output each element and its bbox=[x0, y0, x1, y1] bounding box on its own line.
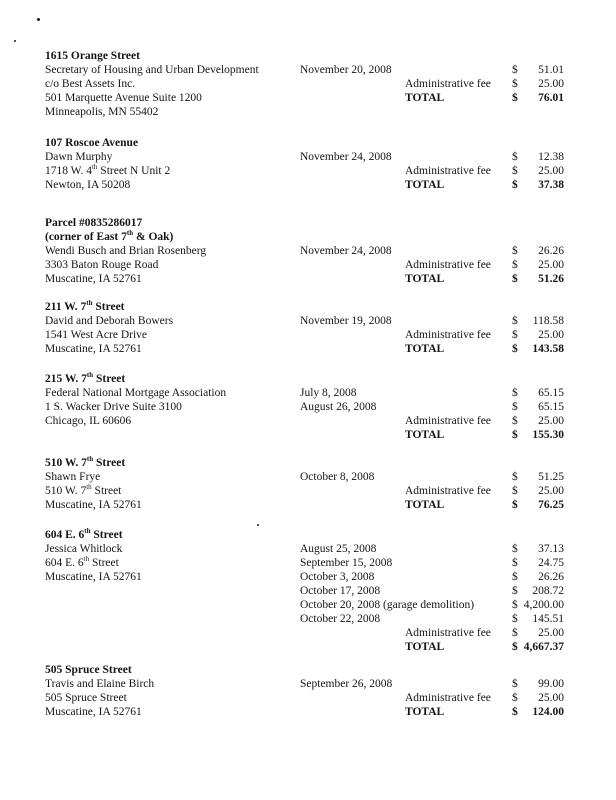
service-date: October 20, 2008 (garage demolition) bbox=[300, 599, 475, 611]
currency-symbol: $ bbox=[512, 273, 518, 285]
currency-symbol: $ bbox=[512, 627, 518, 639]
property-title: Parcel #0835286017 bbox=[45, 217, 143, 229]
fee-amount bbox=[512, 626, 564, 640]
entry-row bbox=[45, 677, 585, 691]
total-label: TOTAL bbox=[405, 179, 445, 191]
owner-address-line: Secretary of Housing and Urban Development bbox=[45, 64, 259, 76]
owner-address-line: Muscatine, IA 52761 bbox=[45, 706, 142, 718]
amount-value: 99.00 bbox=[538, 678, 564, 690]
service-date: July 8, 2008 bbox=[300, 387, 357, 399]
fee-amount bbox=[512, 556, 564, 570]
total-amount bbox=[512, 640, 564, 654]
owner-address-line: 1718 W. 4th Street N Unit 2 bbox=[45, 163, 171, 177]
fee-amount bbox=[512, 244, 564, 258]
property-entry bbox=[45, 300, 585, 356]
fee-amount bbox=[512, 414, 564, 428]
total-label: TOTAL bbox=[405, 499, 445, 511]
scan-speck bbox=[37, 18, 40, 21]
admin-fee-label: Administrative fee bbox=[405, 415, 491, 427]
entry-row bbox=[45, 691, 585, 705]
owner-address-line: 1541 West Acre Drive bbox=[45, 329, 148, 341]
ordinal-superscript: th bbox=[86, 483, 92, 492]
currency-symbol: $ bbox=[512, 641, 518, 653]
currency-symbol: $ bbox=[512, 78, 518, 90]
entry-row bbox=[45, 584, 585, 598]
total-amount bbox=[512, 342, 564, 356]
property-title: 211 W. 7th Street bbox=[45, 299, 125, 313]
amount-value: 118.58 bbox=[532, 315, 564, 327]
currency-symbol: $ bbox=[512, 599, 518, 611]
entry-row bbox=[45, 328, 585, 342]
owner-address-line: Muscatine, IA 52761 bbox=[45, 273, 142, 285]
owner-address-line: Muscatine, IA 52761 bbox=[45, 343, 142, 355]
currency-symbol: $ bbox=[512, 543, 518, 555]
service-date: October 17, 2008 bbox=[300, 585, 381, 597]
owner-address-line: Muscatine, IA 52761 bbox=[45, 571, 142, 583]
currency-symbol: $ bbox=[512, 315, 518, 327]
entry-row bbox=[45, 63, 585, 77]
currency-symbol: $ bbox=[512, 259, 518, 271]
amount-value: 12.38 bbox=[538, 151, 564, 163]
owner-address-line: 510 W. 7th Street bbox=[45, 483, 122, 497]
property-title: (corner of East 7th & Oak) bbox=[45, 229, 174, 243]
owner-address-line: c/o Best Assets Inc. bbox=[45, 78, 136, 90]
fee-amount bbox=[512, 691, 564, 705]
amount-value: 24.75 bbox=[538, 557, 564, 569]
amount-value: 51.26 bbox=[538, 273, 564, 285]
currency-symbol: $ bbox=[512, 179, 518, 191]
total-label: TOTAL bbox=[405, 343, 445, 355]
property-entry bbox=[45, 216, 585, 286]
amount-value: 76.01 bbox=[538, 92, 564, 104]
service-date: September 15, 2008 bbox=[300, 557, 393, 569]
entry-row bbox=[45, 400, 585, 414]
entry-row bbox=[45, 612, 585, 626]
ordinal-superscript: th bbox=[91, 163, 98, 172]
amount-value: 65.15 bbox=[538, 401, 564, 413]
fee-amount bbox=[512, 612, 564, 626]
owner-address-line: 505 Spruce Street bbox=[45, 692, 127, 704]
property-title: 107 Roscoe Avenue bbox=[45, 137, 139, 149]
total-label: TOTAL bbox=[405, 273, 445, 285]
entry-row bbox=[45, 556, 585, 570]
entry-row bbox=[45, 342, 585, 356]
fee-amount bbox=[512, 470, 564, 484]
currency-symbol: $ bbox=[512, 678, 518, 690]
service-date: October 8, 2008 bbox=[300, 471, 375, 483]
fee-amount bbox=[512, 314, 564, 328]
total-amount bbox=[512, 428, 564, 442]
currency-symbol: $ bbox=[512, 613, 518, 625]
total-amount bbox=[512, 91, 564, 105]
owner-address-line: Jessica Whitlock bbox=[45, 543, 123, 555]
currency-symbol: $ bbox=[512, 706, 518, 718]
amount-value: 25.00 bbox=[538, 485, 564, 497]
amount-value: 51.25 bbox=[538, 471, 564, 483]
fee-amount bbox=[512, 584, 564, 598]
amount-value: 208.72 bbox=[532, 585, 564, 597]
amount-value: 25.00 bbox=[538, 692, 564, 704]
total-label: TOTAL bbox=[405, 429, 445, 441]
fee-amount bbox=[512, 328, 564, 342]
amount-value: 124.00 bbox=[532, 706, 564, 718]
amount-value: 25.00 bbox=[538, 78, 564, 90]
entry-row bbox=[45, 484, 585, 498]
entry-row bbox=[45, 105, 585, 119]
owner-address-line: Chicago, IL 60606 bbox=[45, 415, 132, 427]
amount-value: 25.00 bbox=[538, 259, 564, 271]
entry-row bbox=[45, 77, 585, 91]
amount-value: 145.51 bbox=[532, 613, 564, 625]
total-label: TOTAL bbox=[405, 92, 445, 104]
owner-address-line: Muscatine, IA 52761 bbox=[45, 499, 142, 511]
fee-amount bbox=[512, 77, 564, 91]
currency-symbol: $ bbox=[512, 64, 518, 76]
currency-symbol: $ bbox=[512, 387, 518, 399]
fee-amount bbox=[512, 598, 564, 612]
currency-symbol: $ bbox=[512, 329, 518, 341]
amount-value: 25.00 bbox=[538, 165, 564, 177]
currency-symbol: $ bbox=[512, 499, 518, 511]
fee-amount bbox=[512, 542, 564, 556]
admin-fee-label: Administrative fee bbox=[405, 259, 491, 271]
entry-row bbox=[45, 314, 585, 328]
property-entry bbox=[45, 49, 585, 119]
currency-symbol: $ bbox=[512, 571, 518, 583]
currency-symbol: $ bbox=[512, 415, 518, 427]
property-entry bbox=[45, 528, 585, 654]
entry-row bbox=[45, 178, 585, 192]
fee-amount bbox=[512, 63, 564, 77]
amount-value: 37.13 bbox=[538, 543, 564, 555]
property-title: 215 W. 7th Street bbox=[45, 371, 126, 385]
fee-amount bbox=[512, 258, 564, 272]
scan-speck bbox=[257, 524, 259, 526]
property-entry bbox=[45, 456, 585, 512]
amount-value: 155.30 bbox=[532, 429, 564, 441]
entry-row bbox=[45, 164, 585, 178]
service-date: November 24, 2008 bbox=[300, 151, 392, 163]
amount-value: 26.26 bbox=[538, 245, 564, 257]
ordinal-superscript: th bbox=[86, 371, 94, 380]
total-amount bbox=[512, 498, 564, 512]
entry-row bbox=[45, 470, 585, 484]
total-label: TOTAL bbox=[405, 641, 445, 653]
currency-symbol: $ bbox=[512, 165, 518, 177]
service-date: August 25, 2008 bbox=[300, 543, 377, 555]
property-title: 604 E. 6th Street bbox=[45, 527, 123, 541]
property-entry bbox=[45, 136, 585, 192]
service-date: November 19, 2008 bbox=[300, 315, 392, 327]
currency-symbol: $ bbox=[512, 585, 518, 597]
admin-fee-label: Administrative fee bbox=[405, 329, 491, 341]
ordinal-superscript: th bbox=[84, 527, 91, 536]
entry-row bbox=[45, 640, 585, 654]
amount-value: 51.01 bbox=[538, 64, 564, 76]
fee-amount bbox=[512, 677, 564, 691]
owner-address-line: 604 E. 6th Street bbox=[45, 555, 119, 569]
service-date: August 26, 2008 bbox=[300, 401, 377, 413]
amount-value: 25.00 bbox=[538, 627, 564, 639]
amount-value: 26.26 bbox=[538, 571, 564, 583]
scan-speck bbox=[14, 40, 16, 42]
fee-amount bbox=[512, 386, 564, 400]
owner-address-line: 3303 Baton Rouge Road bbox=[45, 259, 159, 271]
fee-amount bbox=[512, 150, 564, 164]
currency-symbol: $ bbox=[512, 692, 518, 704]
owner-address-line: David and Deborah Bowers bbox=[45, 315, 174, 327]
owner-address-line: Dawn Murphy bbox=[45, 151, 113, 163]
entry-row bbox=[45, 258, 585, 272]
admin-fee-label: Administrative fee bbox=[405, 485, 491, 497]
currency-symbol: $ bbox=[512, 557, 518, 569]
currency-symbol: $ bbox=[512, 92, 518, 104]
ordinal-superscript: th bbox=[126, 229, 134, 238]
total-label: TOTAL bbox=[405, 706, 445, 718]
entry-row bbox=[45, 598, 585, 612]
entry-row bbox=[45, 428, 585, 442]
property-title: 505 Spruce Street bbox=[45, 664, 132, 676]
service-date: November 20, 2008 bbox=[300, 64, 392, 76]
entry-row bbox=[45, 570, 585, 584]
entry-row bbox=[45, 705, 585, 719]
entry-row bbox=[45, 626, 585, 640]
amount-value: 143.58 bbox=[532, 343, 564, 355]
entry-row bbox=[45, 272, 585, 286]
amount-value: 76.25 bbox=[538, 499, 564, 511]
owner-address-line: Minneapolis, MN 55402 bbox=[45, 106, 159, 118]
currency-symbol: $ bbox=[512, 471, 518, 483]
entry-row bbox=[45, 386, 585, 400]
amount-value: 65.15 bbox=[538, 387, 564, 399]
amount-value: 25.00 bbox=[538, 415, 564, 427]
owner-address-line: Wendi Busch and Brian Rosenberg bbox=[45, 245, 207, 257]
currency-symbol: $ bbox=[512, 343, 518, 355]
currency-symbol: $ bbox=[512, 429, 518, 441]
entry-row bbox=[45, 91, 585, 105]
property-entry bbox=[45, 663, 585, 719]
admin-fee-label: Administrative fee bbox=[405, 165, 491, 177]
currency-symbol: $ bbox=[512, 245, 518, 257]
amount-value: 37.38 bbox=[538, 179, 564, 191]
property-title: 1615 Orange Street bbox=[45, 50, 140, 62]
entry-row bbox=[45, 414, 585, 428]
ordinal-superscript: th bbox=[83, 555, 90, 564]
fee-amount bbox=[512, 164, 564, 178]
owner-address-line: 1 S. Wacker Drive Suite 3100 bbox=[45, 401, 182, 413]
owner-address-line: Shawn Frye bbox=[45, 471, 101, 483]
currency-symbol: $ bbox=[512, 485, 518, 497]
total-amount bbox=[512, 272, 564, 286]
entry-row bbox=[45, 498, 585, 512]
property-title: 510 W. 7th Street bbox=[45, 455, 126, 469]
entry-row bbox=[45, 244, 585, 258]
owner-address-line: Federal National Mortgage Association bbox=[45, 387, 227, 399]
owner-address-line: Travis and Elaine Birch bbox=[45, 678, 155, 690]
amount-value: 4,200.00 bbox=[523, 599, 564, 611]
entry-row bbox=[45, 542, 585, 556]
owner-address-line: Newton, IA 50208 bbox=[45, 179, 131, 191]
property-entry bbox=[45, 372, 585, 442]
service-date: September 26, 2008 bbox=[300, 678, 393, 690]
ordinal-superscript: th bbox=[86, 455, 94, 464]
service-date: October 22, 2008 bbox=[300, 613, 381, 625]
service-date: October 3, 2008 bbox=[300, 571, 375, 583]
amount-value: 25.00 bbox=[538, 329, 564, 341]
currency-symbol: $ bbox=[512, 151, 518, 163]
total-amount bbox=[512, 705, 564, 719]
owner-address-line: 501 Marquette Avenue Suite 1200 bbox=[45, 92, 202, 104]
admin-fee-label: Administrative fee bbox=[405, 692, 491, 704]
service-date: November 24, 2008 bbox=[300, 245, 392, 257]
entry-row bbox=[45, 150, 585, 164]
currency-symbol: $ bbox=[512, 401, 518, 413]
fee-amount bbox=[512, 570, 564, 584]
ordinal-superscript: th bbox=[86, 299, 93, 308]
fee-amount bbox=[512, 400, 564, 414]
amount-value: 4,667.37 bbox=[523, 641, 564, 653]
fee-amount bbox=[512, 484, 564, 498]
total-amount bbox=[512, 178, 564, 192]
admin-fee-label: Administrative fee bbox=[405, 78, 491, 90]
admin-fee-label: Administrative fee bbox=[405, 627, 491, 639]
